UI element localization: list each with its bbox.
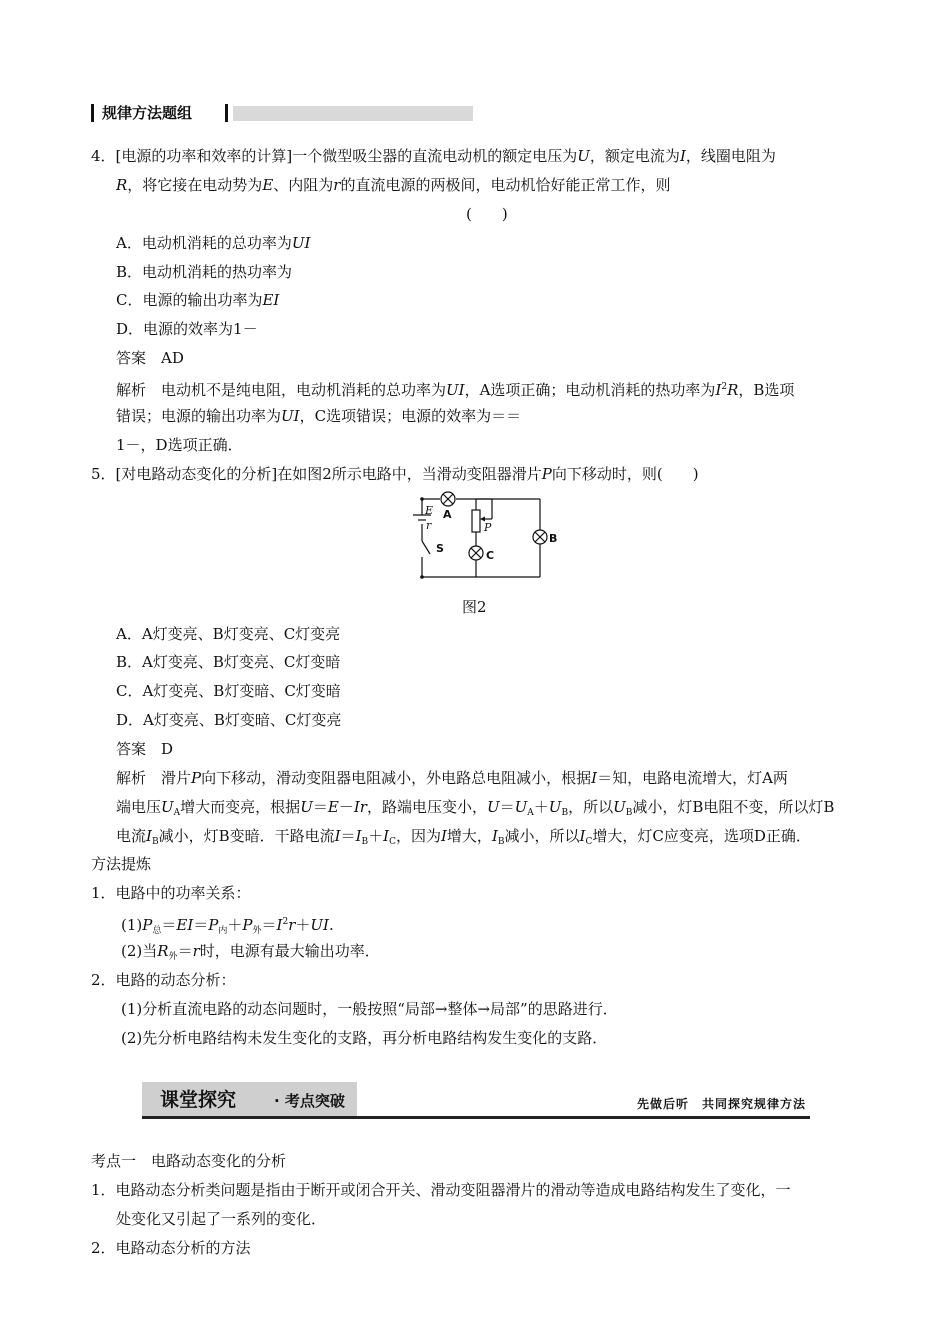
kaodian-point-2: 2．电路动态分析的方法 <box>91 1239 251 1257</box>
q4-stem-line1: 4．[电源的功率和效率的计算]一个微型吸尘器的直流电动机的额定电压为U，额定电流为I，线圈电阻为 <box>91 147 776 165</box>
q5-explanation-line3: 电流$I_B$减小，灯B变暗．干路电流$I=I_B+I_C$，因为I增大，$I_B$减小，所以$I_C$增大，灯C应变亮，选项D正确． <box>116 827 811 847</box>
method-title: 方法提炼 <box>91 855 152 873</box>
method-point-2a: (1)分析直流电路的动态问题时，一般按照“局部→整体→局部”的思路进行． <box>121 1000 618 1018</box>
q4-explanation-line2: 错误；电源的输出功率为UI，C选项错误；电源的效率为＝＝ <box>116 407 522 425</box>
section2-tagline: 先做后听 共同探究规律方法 <box>636 1097 806 1111</box>
header-gray-band <box>233 106 473 121</box>
kaodian-heading: 考点一 电路动态变化的分析 <box>91 1152 287 1170</box>
label-switch-s: S <box>436 542 444 555</box>
q5-option-a: A．A灯变亮、B灯变亮、C灯变亮 <box>116 625 341 643</box>
q5-explanation-line1: 解析 滑片P向下移动，滑动变阻器电阻减小，外电路总电阻减小，根据I＝知，电路电流增大，灯A两 <box>116 769 788 787</box>
label-slider-p: P <box>484 521 492 534</box>
label-resistance-r: r <box>426 519 432 532</box>
method-point-2: 2．电路的动态分析： <box>91 971 236 989</box>
q5-stem: 5．[对电路动态变化的分析]在如图2所示电路中，当滑动变阻器滑片P向下移动时，则( ) <box>91 465 699 483</box>
q5-option-b: B．A灯变亮、B灯变亮、C灯变暗 <box>116 653 341 671</box>
q4-option-b: B．电动机消耗的热功率为 <box>116 263 293 281</box>
q4-stem-line2: R，将它接在电动势为E、内阻为r的直流电源的两极间，电动机恰好能正常工作，则 <box>116 176 671 194</box>
method-point-1: 1．电路中的功率关系： <box>91 884 251 902</box>
section2-title: 课堂探究 <box>160 1089 237 1111</box>
method-point-2b: (2)先分析电路结构未发生变化的支路，再分析电路结构发生变化的支路． <box>121 1029 608 1047</box>
kaodian-point-1-line2: 处变化又引起了一系列的变化． <box>116 1210 327 1228</box>
label-emf-e: E <box>425 504 434 517</box>
label-lamp-c: C <box>486 549 495 562</box>
section-header-classroom <box>142 1082 810 1120</box>
section-title: 规律方法题组 <box>102 104 193 122</box>
header-underline <box>142 1116 810 1119</box>
q4-answer: 答案 AD <box>116 349 184 367</box>
q4-answer-paren: ( ) <box>466 205 508 223</box>
section-header-methods <box>91 103 476 123</box>
q4-explanation-line1: 解析 电动机不是纯电阻，电动机消耗的总功率为UI，A选项正确；电动机消耗的热功率为$I^2R$，B选项 <box>116 381 795 399</box>
header-bar-right <box>225 104 228 122</box>
method-point-1a: $(1)P_总=EI=P_内+P_外=I^2r+UI$. <box>121 916 334 936</box>
q5-explanation-line2: 端电压$U_A$增大而变亮，根据U＝E－Ir，路端电压变小，$U=U_A+U_B$，所以$U_B$减小，灯B电阻不变，所以灯B <box>116 798 835 818</box>
q4-explanation-line3: 1－，D选项正确． <box>116 436 243 454</box>
method-point-1b: (2)当$R_外=r$时，电源有最大输出功率． <box>121 942 380 962</box>
label-lamp-b: B <box>549 532 558 545</box>
q5-option-c: C．A灯变亮、B灯变暗、C灯变暗 <box>116 682 341 700</box>
label-lamp-a: A <box>443 508 452 521</box>
figure-caption: 图2 <box>462 598 487 616</box>
circuit-diagram <box>410 487 558 583</box>
header-bar-left <box>91 104 94 122</box>
q4-option-c: C．电源的输出功率为EI <box>116 291 280 309</box>
q4-option-d: D．电源的效率为1－ <box>116 320 258 338</box>
kaodian-point-1-line1: 1．电路动态分析类问题是指由于断开或闭合开关、滑动变阻器滑片的滑动等造成电路结构发生了变化，一 <box>91 1181 791 1199</box>
q5-answer: 答案 D <box>116 740 174 758</box>
section2-subtitle: · 考点突破 <box>274 1092 345 1110</box>
q5-option-d: D．A灯变亮、B灯变暗、C灯变亮 <box>116 711 342 729</box>
q4-option-a: A．电动机消耗的总功率为UI <box>116 234 311 252</box>
